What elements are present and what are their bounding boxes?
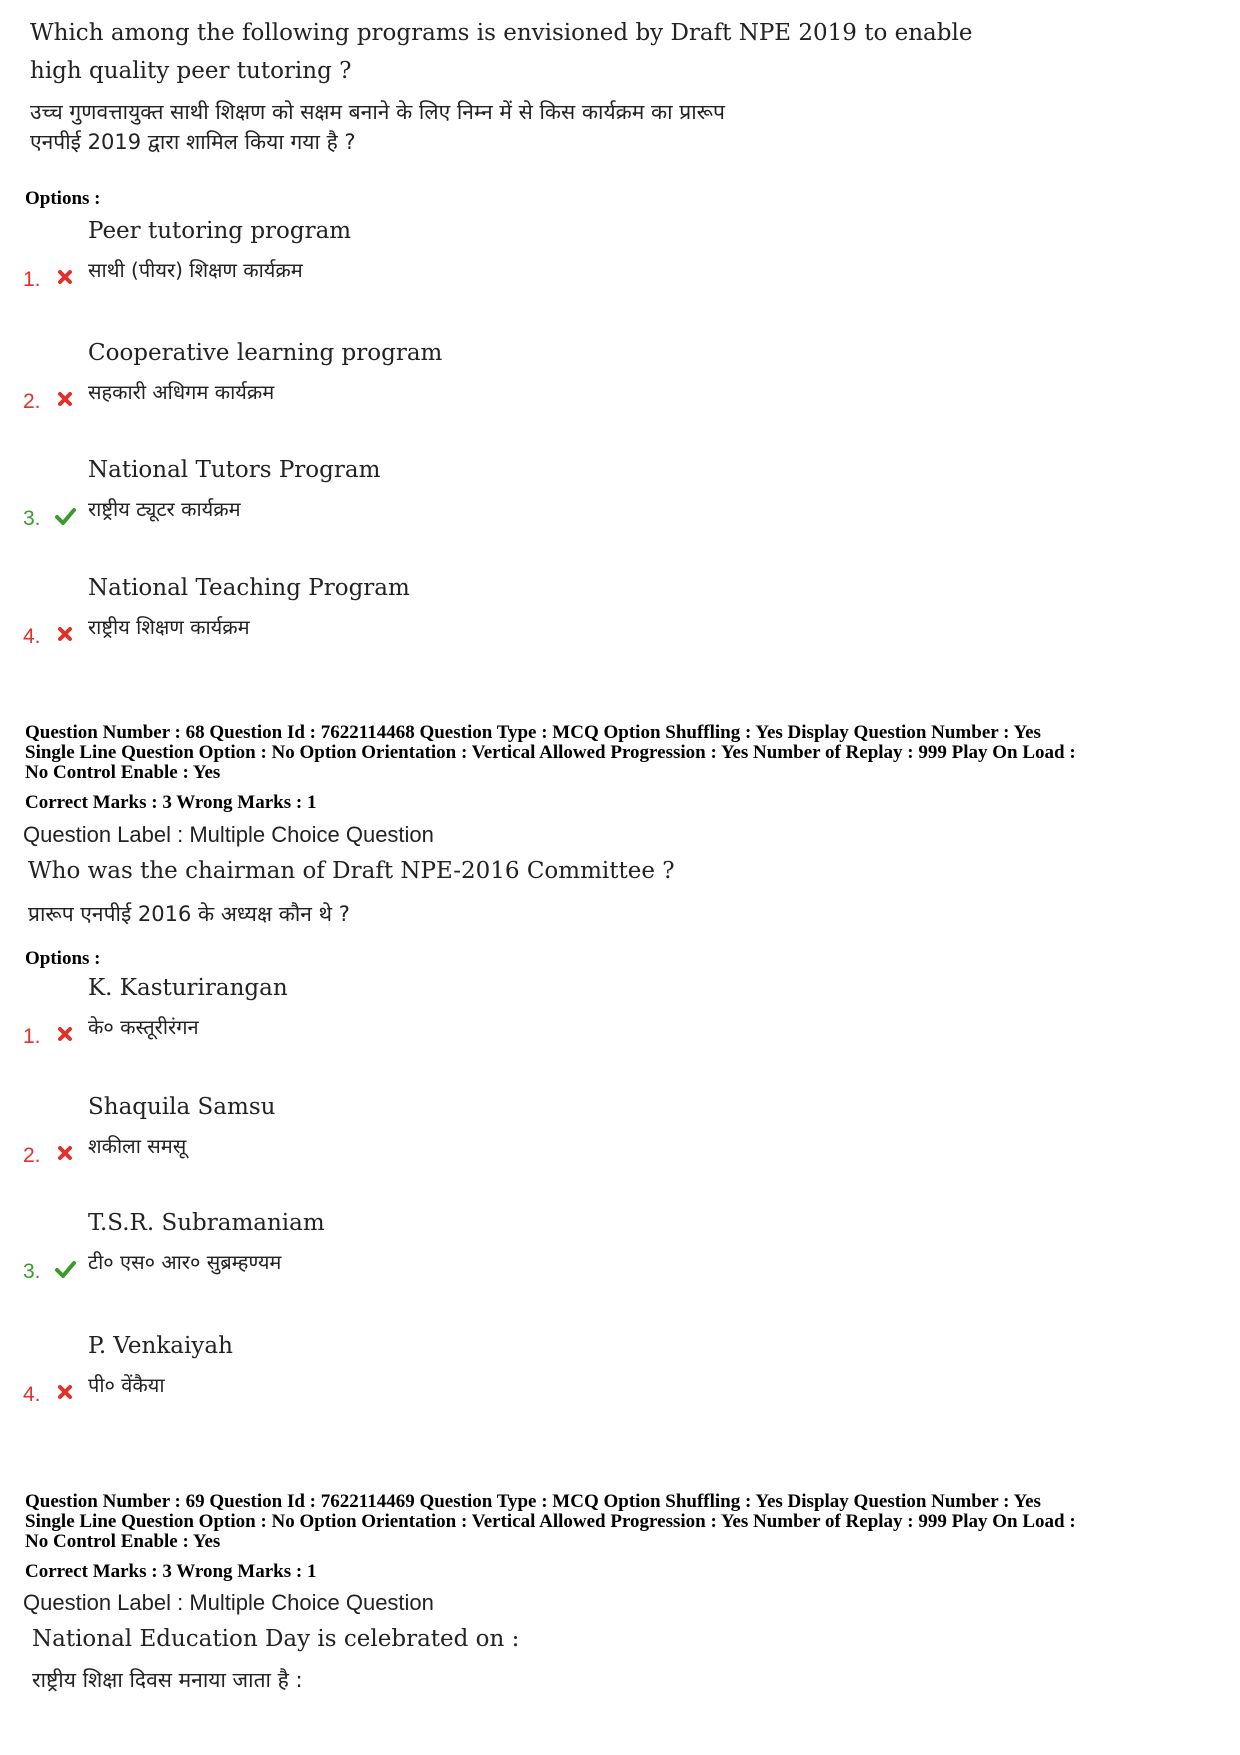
option-number: 4. (23, 625, 41, 648)
question-meta-line: Single Line Question Option : No Option Orientation : Vertical Allowed Progression : Yes Number of Replay : 999 Play On Load : (25, 742, 1076, 763)
option-number: 4. (23, 1383, 41, 1406)
question-meta-line: Question Number : 68 Question Id : 7622114468 Question Type : MCQ Option Shuffling : Yes Display Question Number : Yes (25, 722, 1041, 743)
question-text-hi: एनपीई 2019 द्वारा शामिल किया गया है ? (30, 130, 356, 154)
option-text-en: Cooperative learning program (88, 340, 443, 366)
options-heading: Options : (25, 188, 101, 209)
option-text-en: National Tutors Program (88, 457, 381, 483)
question-meta (25, 1492, 1220, 1552)
options-heading: Options : (25, 948, 101, 969)
question-label: Question Label : Multiple Choice Question (23, 822, 434, 847)
option-text-hi: टी० एस० आर० सुब्रम्हण्यम (88, 1250, 282, 1274)
marks-info: Correct Marks : 3 Wrong Marks : 1 (25, 1561, 317, 1582)
option-item (0, 1210, 1240, 1310)
option-text-en: P. Venkaiyah (88, 1333, 233, 1359)
option-text-hi: के० कस्तूरीरंगन (88, 1015, 199, 1039)
option-text-en: K. Kasturirangan (88, 975, 288, 1001)
question-text-en: Which among the following programs is envisioned by Draft NPE 2019 to enable (30, 20, 973, 46)
option-text-hi: राष्ट्रीय ट्यूटर कार्यक्रम (88, 497, 241, 521)
cross-icon (54, 1023, 76, 1045)
option-text-hi: पी० वेंकैया (88, 1373, 165, 1397)
marks-info: Correct Marks : 3 Wrong Marks : 1 (25, 792, 317, 813)
question-meta-line: No Control Enable : Yes (25, 762, 221, 783)
cross-icon (54, 1381, 76, 1403)
question-text-en: Who was the chairman of Draft NPE-2016 Committee ? (28, 858, 675, 884)
cross-icon (54, 1142, 76, 1164)
option-item (0, 1333, 1240, 1433)
option-item (0, 457, 1240, 557)
option-text-en: National Teaching Program (88, 575, 410, 601)
question-text-hi: प्रारूप एनपीई 2016 के अध्यक्ष कौन थे ? (28, 902, 350, 926)
question-text-en: National Education Day is celebrated on : (32, 1626, 520, 1652)
option-item (0, 975, 1240, 1075)
cross-icon (54, 623, 76, 645)
option-item (0, 218, 1240, 318)
question-text-hi: उच्च गुणवत्तायुक्त साथी शिक्षण को सक्षम बनाने के लिए निम्न में से किस कार्यक्रम का प्रारूप (30, 100, 725, 124)
option-text-hi: राष्ट्रीय शिक्षण कार्यक्रम (88, 615, 250, 639)
option-item (0, 575, 1240, 675)
check-icon (54, 505, 76, 527)
question-text-en: high quality peer tutoring ? (30, 58, 352, 84)
option-text-hi: साथी (पीयर) शिक्षण कार्यक्रम (88, 258, 303, 282)
cross-icon (54, 388, 76, 410)
option-number: 2. (23, 1144, 41, 1167)
option-text-en: T.S.R. Subramaniam (88, 1210, 325, 1236)
option-number: 1. (23, 268, 41, 291)
option-number: 3. (23, 1260, 41, 1283)
option-number: 1. (23, 1025, 41, 1048)
option-item (0, 1094, 1240, 1194)
option-item (0, 340, 1240, 440)
question-meta-line: Single Line Question Option : No Option Orientation : Vertical Allowed Progression : Yes Number of Replay : 999 Play On Load : (25, 1511, 1076, 1532)
option-text-en: Shaquila Samsu (88, 1094, 276, 1120)
option-text-en: Peer tutoring program (88, 218, 352, 244)
question-text-hi: राष्ट्रीय शिक्षा दिवस मनाया जाता है : (32, 1668, 303, 1692)
question-meta (25, 723, 1220, 783)
option-number: 2. (23, 390, 41, 413)
question-meta-line: No Control Enable : Yes (25, 1531, 221, 1552)
question-meta-line: Question Number : 69 Question Id : 7622114469 Question Type : MCQ Option Shuffling : Yes Display Question Number : Yes (25, 1491, 1041, 1512)
question-label: Question Label : Multiple Choice Question (23, 1590, 434, 1615)
cross-icon (54, 266, 76, 288)
option-text-hi: सहकारी अधिगम कार्यक्रम (88, 380, 275, 404)
option-number: 3. (23, 507, 41, 530)
check-icon (54, 1258, 76, 1280)
option-text-hi: शकीला समसू (88, 1134, 187, 1158)
